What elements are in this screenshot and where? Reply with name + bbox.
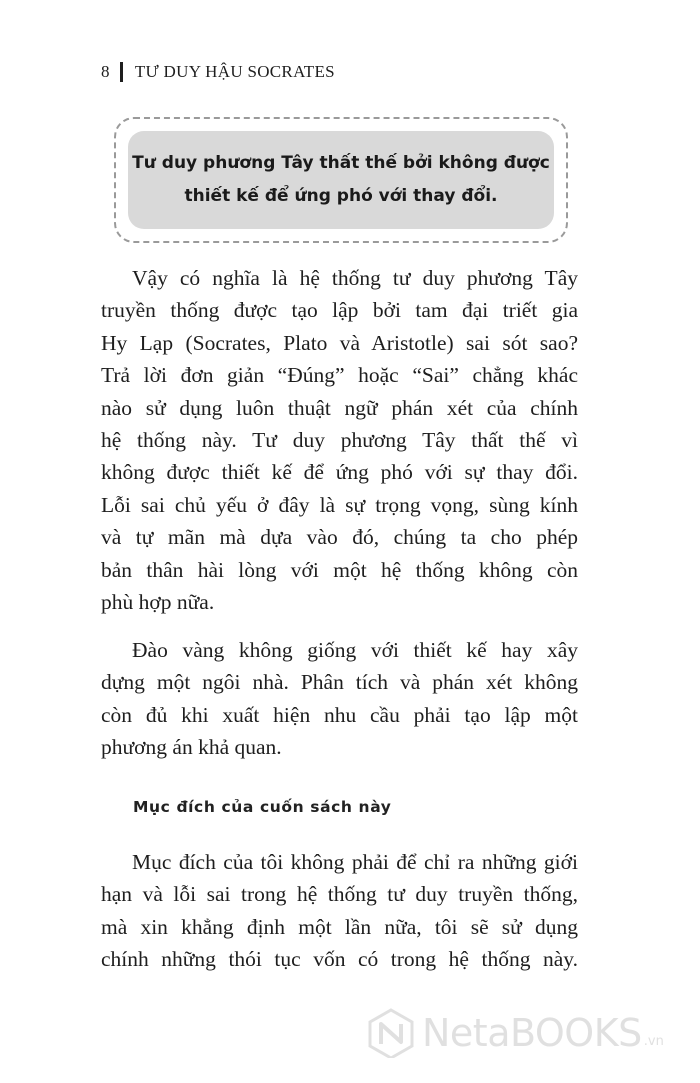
- text-line: Hy Lạp (Socrates, Plato và Aristotle) sai sót sao?: [101, 330, 578, 355]
- pull-quote-box: [114, 117, 568, 243]
- text-line: phù hợp nữa.: [101, 590, 215, 615]
- section-heading: Mục đích của cuốn sách này: [133, 798, 392, 816]
- netabooks-logo-icon: [366, 1008, 416, 1058]
- pull-quote-background: [128, 131, 554, 229]
- header-separator: [120, 62, 123, 82]
- text-line: Lỗi sai chủ yếu ở đây là sự trọng vọng, sùng kính: [101, 492, 578, 517]
- text-line: nào sử dụng luôn thuật ngữ phán xét của chính: [101, 395, 578, 420]
- text-line: phương án khả quan.: [101, 735, 282, 760]
- pull-quote-line: Tư duy phương Tây thất thế bởi không được: [132, 153, 550, 173]
- text-line: Đào vàng không giống với thiết kế hay xây: [132, 638, 578, 662]
- text-line: mà xin khẳng định một lần nữa, tôi sẽ sử dụng: [101, 914, 578, 939]
- pull-quote-text: [132, 147, 550, 213]
- pull-quote-line: thiết kế để ứng phó với thay đổi.: [184, 186, 498, 206]
- running-title: TƯ DUY HẬU SOCRATES: [134, 62, 335, 81]
- text-line: Trả lời đơn giản “Đúng” hoặc “Sai” chẳng khác: [101, 363, 578, 388]
- running-header: [101, 62, 335, 82]
- text-line: còn đủ khi xuất hiện nhu cầu phải tạo lập một: [101, 702, 578, 727]
- text-line: và tự mãn mà dựa vào đó, chúng ta cho phép: [101, 525, 578, 550]
- body-paragraph-3: [101, 846, 578, 976]
- watermark-suffix: .vn: [643, 1033, 664, 1049]
- watermark-name: NetaBOOKS: [422, 1011, 642, 1055]
- text-line: truyền thống được tạo lập bởi tam đại triết gia: [101, 298, 578, 323]
- text-line: Vậy có nghĩa là hệ thống tư duy phương Tây: [132, 266, 578, 290]
- text-line: bản thân hài lòng với một hệ thống không còn: [101, 557, 578, 582]
- body-paragraph-1: [101, 262, 578, 618]
- publisher-watermark: [366, 1008, 664, 1058]
- page-number: 8: [101, 62, 110, 81]
- text-line: hạn và lỗi sai trong hệ thống tư duy truyền thống,: [101, 882, 578, 907]
- text-line: Mục đích của tôi không phải để chỉ ra những giới: [132, 850, 578, 874]
- text-line: dựng một ngôi nhà. Phân tích và phán xét không: [101, 670, 578, 695]
- text-line: không được thiết kế để ứng phó với sự thay đổi.: [101, 460, 578, 485]
- text-line: chính những thói tục vốn có trong hệ thống này.: [101, 947, 578, 972]
- body-paragraph-2: [101, 634, 578, 764]
- text-line: hệ thống này. Tư duy phương Tây thất thế vì: [101, 428, 578, 453]
